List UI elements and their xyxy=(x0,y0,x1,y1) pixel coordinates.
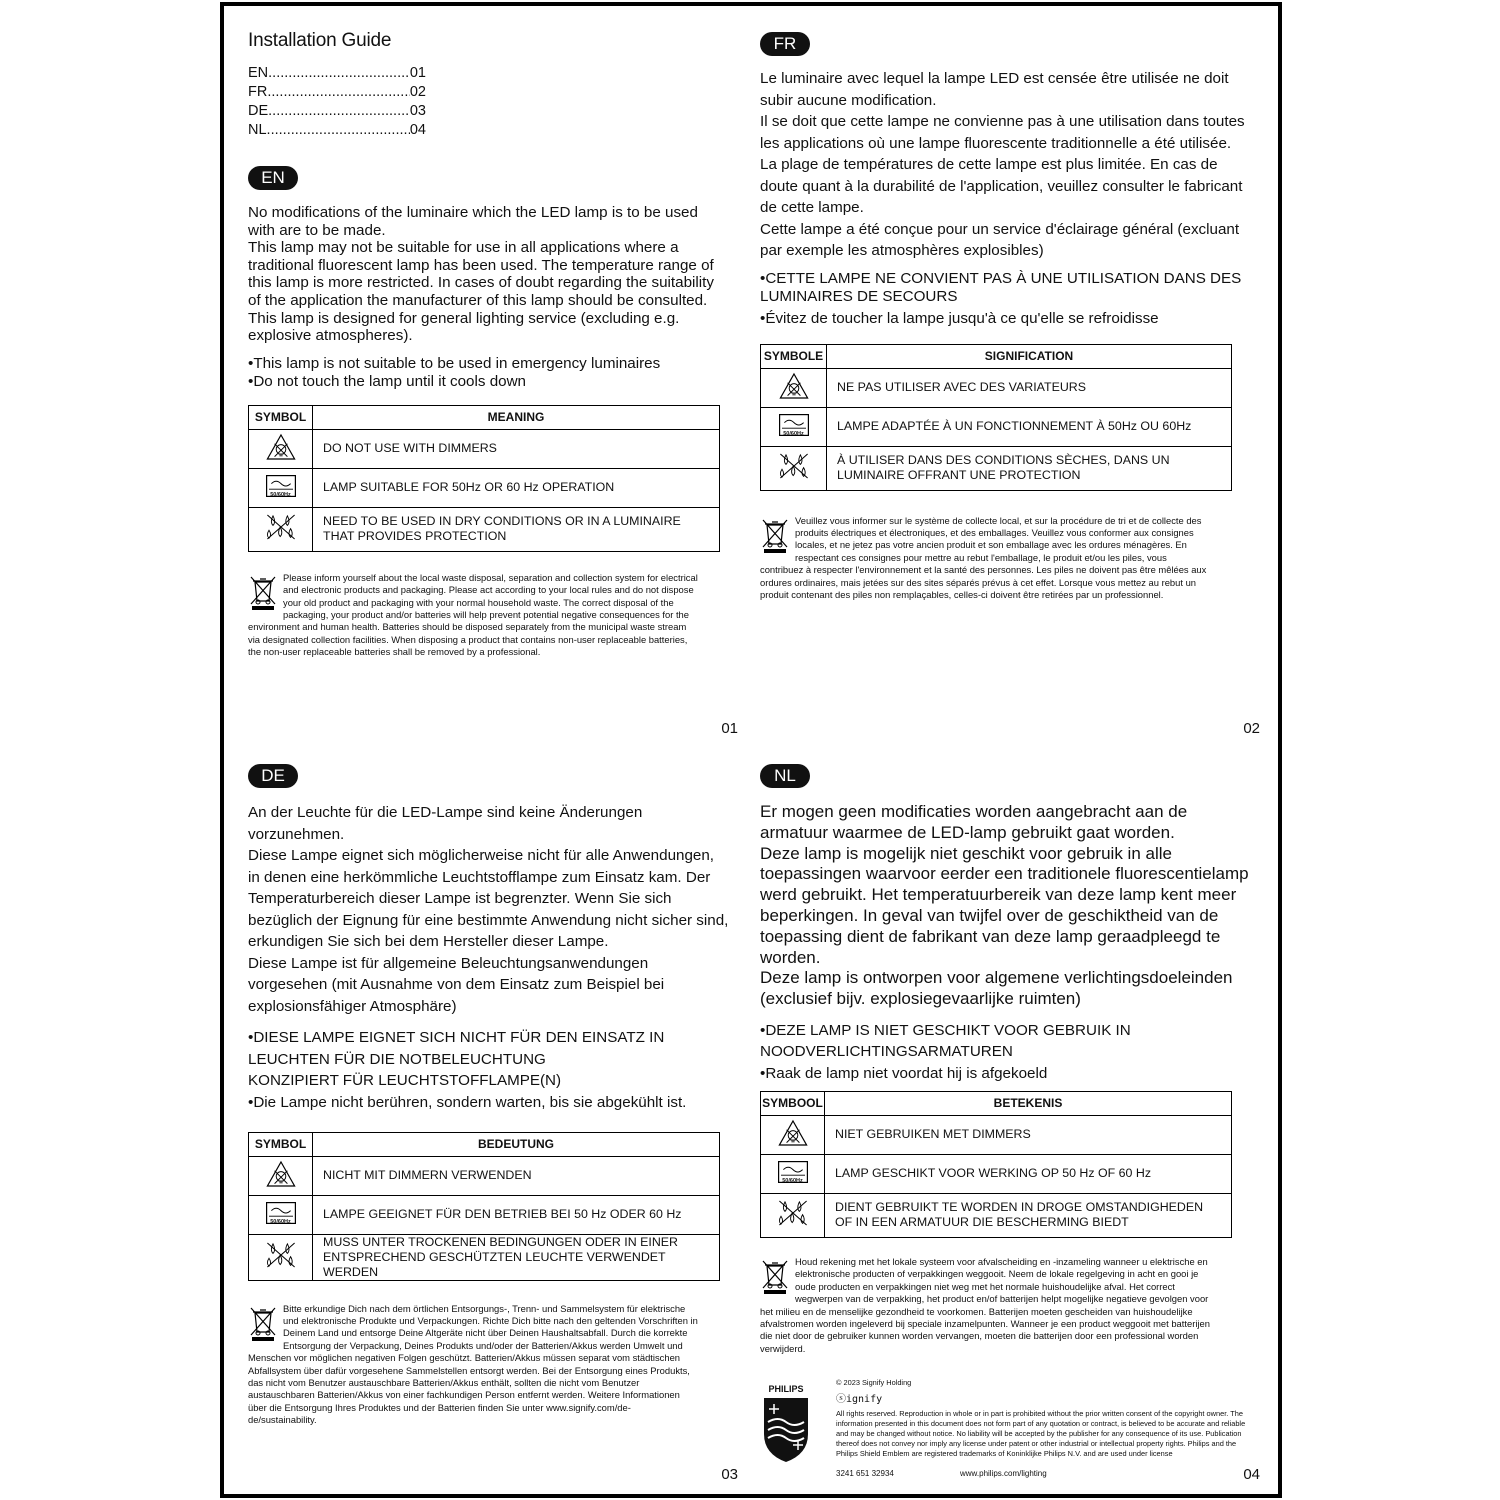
table-cell: NEED TO BE USED IN DRY CONDITIONS OR IN A LUMINAIRE THAT PROVIDES PROTECTION xyxy=(313,507,720,551)
section-en xyxy=(248,26,738,746)
toc-row-en xyxy=(248,64,426,83)
copyright: © 2023 Signify Holding xyxy=(836,1378,912,1387)
table-row xyxy=(761,446,1232,490)
table-cell: NIET GEBRUIKEN MET DIMMERS xyxy=(825,1115,1232,1154)
table-header-meaning: BETEKENIS xyxy=(825,1091,1232,1115)
table-cell: NE PAS UTILISER AVEC DES VARIATEURS xyxy=(827,368,1232,407)
section-fr xyxy=(760,26,1260,746)
product-code: 3241 651 32934 xyxy=(836,1469,894,1478)
table-cell: NICHT MIT DIMMERN VERWENDEN xyxy=(313,1156,720,1195)
page-number: 03 xyxy=(721,1466,738,1483)
table-row xyxy=(761,1193,1232,1237)
symbol-table-de xyxy=(248,1132,720,1281)
table-row xyxy=(249,429,720,468)
bullet-nl-1: •DEZE LAMP IS NIET GESCHIKT VOOR GEBRUIK IN NOODVERLICHTINGSARMATUREN xyxy=(760,1021,1131,1061)
waste-text: Veuillez vous informer sur le système de collecte local, et sur la procédure de tri et de collecte des produits électriques et électroniques, et des emballages. Veuillez vous conformer aux consignes locales, et ne jetez pas votre ancien produit et son emballage avec les ordures ménagères. En respectant ces consignes pour mettre au rebut l'emballage, le produit et/ou les piles, vous contribuez à respecter l'environnement et la santé des personnes. Les piles ne doivent pas être mêlées aux ordures ordinaires, mais jetées sur des sites séparés prévus à cet effet. Lorsque vous mettez au rebut un produit contenant des piles non remplaçables, celles-ci doivent être retirées par un professionnel. xyxy=(760,514,1207,600)
section-de xyxy=(248,758,738,1483)
footer-text xyxy=(836,1378,1256,1478)
waste-notice-fr xyxy=(760,515,1210,602)
dry-conditions-icon xyxy=(265,512,297,542)
bullet-de-2: •Die Lampe nicht berühren, sondern warten, bis sie abgekühlt ist. xyxy=(248,1093,687,1111)
frequency-icon-label: 50/60Hz xyxy=(270,1218,291,1225)
guide-title: Installation Guide xyxy=(248,30,392,51)
intro-text-fr: Le luminaire avec lequel la lampe LED est censée être utilisée ne doit subir aucune modification. Il se doit que cette lampe ne convienne pas à une utilisation dans toutes les applications où une lampe fluorescente traditionnelle a été utilisée. La plage de températures de cette lampe est plus limitée. En cas de doute quant à la durabilité de l'application, veuillez consulter le fabricant de cette lampe. Cette lampe a été conçue pour un service d'éclairage général (excluant par exemple les atmosphères explosibles) xyxy=(760,70,1245,259)
table-header-symbol: SYMBOLE xyxy=(761,344,827,368)
waste-notice-en xyxy=(248,572,698,659)
bullet-en-1: •This lamp is not suitable to be used in emergency luminaires xyxy=(248,354,661,372)
table-cell: LAMP GESCHIKT VOOR WERKING OP 50 Hz OF 60 Hz xyxy=(825,1154,1232,1193)
waste-text: Bitte erkundige Dich nach dem örtlichen Entsorgungs-, Trenn- und Sammelsystem für elektrische und elektronische Produkte und Verpackungen. Richte Dich bitte nach den geltenden Vorschriften in Deinem Land und entsorge Deine Altgeräte nicht über Deinen Haushaltsabfall. Durch die korrekte Entsorgung der Verpackung, Deines Produkts und/oder der Batterien/Akkus werden Umwelt und Menschen vor möglichen negativen Folgen geschützt. Batterien/Akkus müssen separat vom städtischen Abfallsystem über dafür vorgesehene Sammelstellen entsorgt werden. Bei der Entsorgung eines Produkts, das nicht vom Benutzer austauschbare Batterien/Akkus enthält, sollten die nicht vom Benutzer austauschbaren Batterien/Akkus von einer fachkundigen Person entfernt werden. Weitere Informationen über die Entsorgung Ihres Produktes und der Batterien finden Sie unter www.signify.com/de-de/sustainability. xyxy=(248,1302,698,1426)
document-sheet xyxy=(220,2,1282,1498)
toc-page: 04 xyxy=(409,122,426,138)
table-header-symbol: SYMBOL xyxy=(249,1132,313,1156)
frequency-icon-label: 50/60Hz xyxy=(782,1177,803,1184)
bullet-fr-1: •CETTE LAMPE NE CONVIENT PAS À UNE UTILISATION DANS DES LUMINAIRES DE SECOURS xyxy=(760,269,1242,305)
symbol-table-en xyxy=(248,405,720,552)
weee-bin-icon xyxy=(248,574,278,610)
dry-conditions-icon xyxy=(778,451,810,481)
dry-conditions-icon xyxy=(777,1198,809,1228)
intro-text-en: No modifications of the luminaire which the LED lamp is to be used with are to be made. This lamp may not be suitable for use in all applications where a traditional fluorescent lamp has been used. The temperature range of this lamp is more restricted. In cases of doubt regarding the suitability of the application the manufacturer of this lamp should be consulted. This lamp is designed for general lighting service (excluding e.g. explosive atmospheres). xyxy=(248,204,714,345)
bullet-en-2: •Do not touch the lamp until it cools down xyxy=(248,372,527,390)
footer-block xyxy=(760,1378,1260,1478)
toc-page: 01 xyxy=(409,65,426,81)
language-badge-en: EN xyxy=(248,166,298,190)
no-dimmer-icon xyxy=(265,1159,297,1189)
language-badge-nl: NL xyxy=(760,764,810,788)
table-row xyxy=(249,1234,720,1280)
toc-page: 03 xyxy=(409,103,426,119)
section-nl xyxy=(760,758,1260,1483)
table-row xyxy=(249,507,720,551)
toc-lang: FR xyxy=(248,84,268,100)
toc-page: 02 xyxy=(409,84,426,100)
footer-meta xyxy=(836,1469,1256,1478)
frequency-icon-label: 50/60Hz xyxy=(783,430,804,437)
table-row xyxy=(249,1156,720,1195)
toc-lang: EN xyxy=(248,65,269,81)
symbol-table-fr xyxy=(760,344,1232,491)
frequency-icon xyxy=(778,412,810,438)
table-row xyxy=(249,468,720,507)
page-number: 04 xyxy=(1243,1466,1260,1483)
toc-lang: DE xyxy=(248,103,269,119)
toc-row-fr xyxy=(248,83,426,102)
weee-bin-icon xyxy=(248,1305,278,1341)
table-header-meaning: SIGNIFICATION xyxy=(827,344,1232,368)
table-cell: MUSS UNTER TROCKENEN BEDINGUNGEN ODER IN EINER ENTSPRECHEND GESCHÜTZTEN LEUCHTE VERWENDET WERDEN xyxy=(313,1234,720,1280)
table-cell: LAMPE ADAPTÉE À UN FONCTIONNEMENT À 50Hz OU 60Hz xyxy=(827,407,1232,446)
waste-notice-de xyxy=(248,1303,698,1427)
table-row xyxy=(761,407,1232,446)
bullet-nl-2: •Raak de lamp niet voordat hij is afgekoeld xyxy=(760,1064,1048,1082)
philips-shield-logo xyxy=(760,1382,812,1464)
frequency-icon xyxy=(265,1200,297,1226)
table-cell: LAMP SUITABLE FOR 50Hz OR 60 Hz OPERATION xyxy=(313,468,720,507)
waste-text: Houd rekening met het lokale systeem voor afvalscheiding en -inzameling wanneer u elektrische en elektronische producten of verpakkingen weggooit. Neem de lokale regelgeving in acht en gooi je oude producten en verpakkingen niet weg met het normale huishoudelijke afval. Het correct wegwerpen van de verpakking, het product en/of batterijen helpt mogelijke negatieve gevolgen voor het milieu en de menselijke gezondheid te voorkomen. Batterijen moeten gescheiden van huishoudelijke afvalstromen worden ingeleverd bij speciale inzamelpunten. Wanneer je een product weggooit met batterijen die niet door de gebruiker kunnen worden vervangen, moeten die batterijen door een professional worden verwijderd. xyxy=(760,1255,1210,1354)
weee-bin-icon xyxy=(760,517,790,553)
no-dimmer-icon xyxy=(778,371,810,401)
table-header-meaning: MEANING xyxy=(313,405,720,429)
frequency-icon xyxy=(265,473,297,499)
no-dimmer-icon xyxy=(777,1118,809,1148)
toc-row-de xyxy=(248,102,426,121)
language-badge-fr: FR xyxy=(760,32,810,56)
signify-logo: ⓢignify xyxy=(836,1394,883,1405)
table-header-symbol: SYMBOOL xyxy=(761,1091,825,1115)
frequency-icon-label: 50/60Hz xyxy=(270,491,291,498)
waste-text: Please inform yourself about the local waste disposal, separation and collection system for electrical and electronic products and packaging. Please act according to your local rules and do not dispose your old product and packaging with your normal household waste. The correct disposal of the packaging, your product and/or batteries will help prevent potential negative consequences for the environment and human health. Batteries should be disposed separately from the municipal waste stream via designated collection facilities. When disposing a product that contains non-user replaceable batteries, the non-user replaceable batteries shall be removed by a professional. xyxy=(248,571,698,658)
table-cell: À UTILISER DANS DES CONDITIONS SÈCHES, DANS UN LUMINAIRE OFFRANT UNE PROTECTION xyxy=(827,446,1232,490)
symbol-table-nl xyxy=(760,1091,1232,1238)
bullet-fr-2: •Évitez de toucher la lampe jusqu'à ce qu'elle se refroidisse xyxy=(760,309,1159,327)
waste-notice-nl xyxy=(760,1256,1210,1355)
page-number: 02 xyxy=(1243,720,1260,737)
no-dimmer-icon xyxy=(265,432,297,462)
table-row xyxy=(249,1195,720,1234)
intro-text-de: An der Leuchte für die LED-Lampe sind keine Änderungen vorzunehmen. Diese Lampe eignet sich möglicherweise nicht für alle Anwendungen, in denen eine herkömmliche Leuchtstofflampe zum Einsatz kam. Der Temperaturbereich dieser Lampe ist begrenzter. Wenn Sie sich bezüglich der Eignung für eine bestimmte Anwendung nicht sicher sind, erkundigen Sie sich bei dem Hersteller dieser Lampe. Diese Lampe ist für allgemeine Beleuchtungsanwendungen vorgesehen (mit Ausnahme von dem Einsatz zum Beispiel bei explosionsfähiger Atmosphäre) xyxy=(248,804,729,1015)
toc-row-nl xyxy=(248,121,426,140)
website-link[interactable]: www.philips.com/lighting xyxy=(960,1469,1047,1478)
intro-text-nl: Er mogen geen modificaties worden aangebracht aan de armatuur waarmee de LED-lamp gebruikt gaat worden. Deze lamp is mogelijk niet geschikt voor gebruik in alle toepassingen waarvoor eerder een traditionele fluorescentielamp werd gebruikt. Het temperatuurbereik van deze lamp kent meer beperkingen. In geval van twijfel over de geschiktheid van de toepassing dient de fabrikant van deze lamp geraadpleegd te worden. Deze lamp is ontworpen voor algemene verlichtingsdoeleinden (exclusief bijv. explosiegevaarlijke ruimten) xyxy=(760,802,1249,1009)
table-cell: LAMPE GEEIGNET FÜR DEN BETRIEB BEI 50 Hz ODER 60 Hz xyxy=(313,1195,720,1234)
page-number: 01 xyxy=(721,720,738,737)
weee-bin-icon xyxy=(760,1258,790,1294)
table-header-meaning: BEDEUTUNG xyxy=(313,1132,720,1156)
table-header-symbol: SYMBOL xyxy=(249,405,313,429)
toc-lang: NL xyxy=(248,122,267,138)
table-row xyxy=(761,368,1232,407)
dry-conditions-icon xyxy=(265,1240,297,1270)
philips-wordmark: PHILIPS xyxy=(768,1384,804,1394)
table-cell: DIENT GEBRUIKT TE WORDEN IN DROGE OMSTANDIGHEDEN OF IN EEN ARMATUUR DIE BESCHERMING BIEDT xyxy=(825,1193,1232,1237)
legal-notice: All rights reserved. Reproduction in whole or in part is prohibited without the prior written consent of the copyright owner. The information presented in this document does not form part of any quotation or contract, is believed to be accurate and reliable and may be changed without notice. No liability will be accepted by the publisher for any consequence of its use. Publication thereof does not convey nor imply any license under patent or other industrial or intellectual property rights. Philips and the Philips Shield Emblem are registered trademarks of Koninklijke Philips N.V. and are used under license xyxy=(836,1409,1246,1458)
frequency-icon xyxy=(777,1159,809,1185)
table-row xyxy=(761,1154,1232,1193)
table-row xyxy=(761,1115,1232,1154)
bullet-de-1: •DIESE LAMPE EIGNET SICH NICHT FÜR DEN EINSATZ IN LEUCHTEN FÜR DIE NOTBELEUCHTUNG KONZIPIERT FÜR LEUCHTSTOFFLAMPE(N) xyxy=(248,1029,665,1089)
table-of-contents xyxy=(248,64,728,140)
table-cell: DO NOT USE WITH DIMMERS xyxy=(313,429,720,468)
language-badge-de: DE xyxy=(248,764,298,788)
